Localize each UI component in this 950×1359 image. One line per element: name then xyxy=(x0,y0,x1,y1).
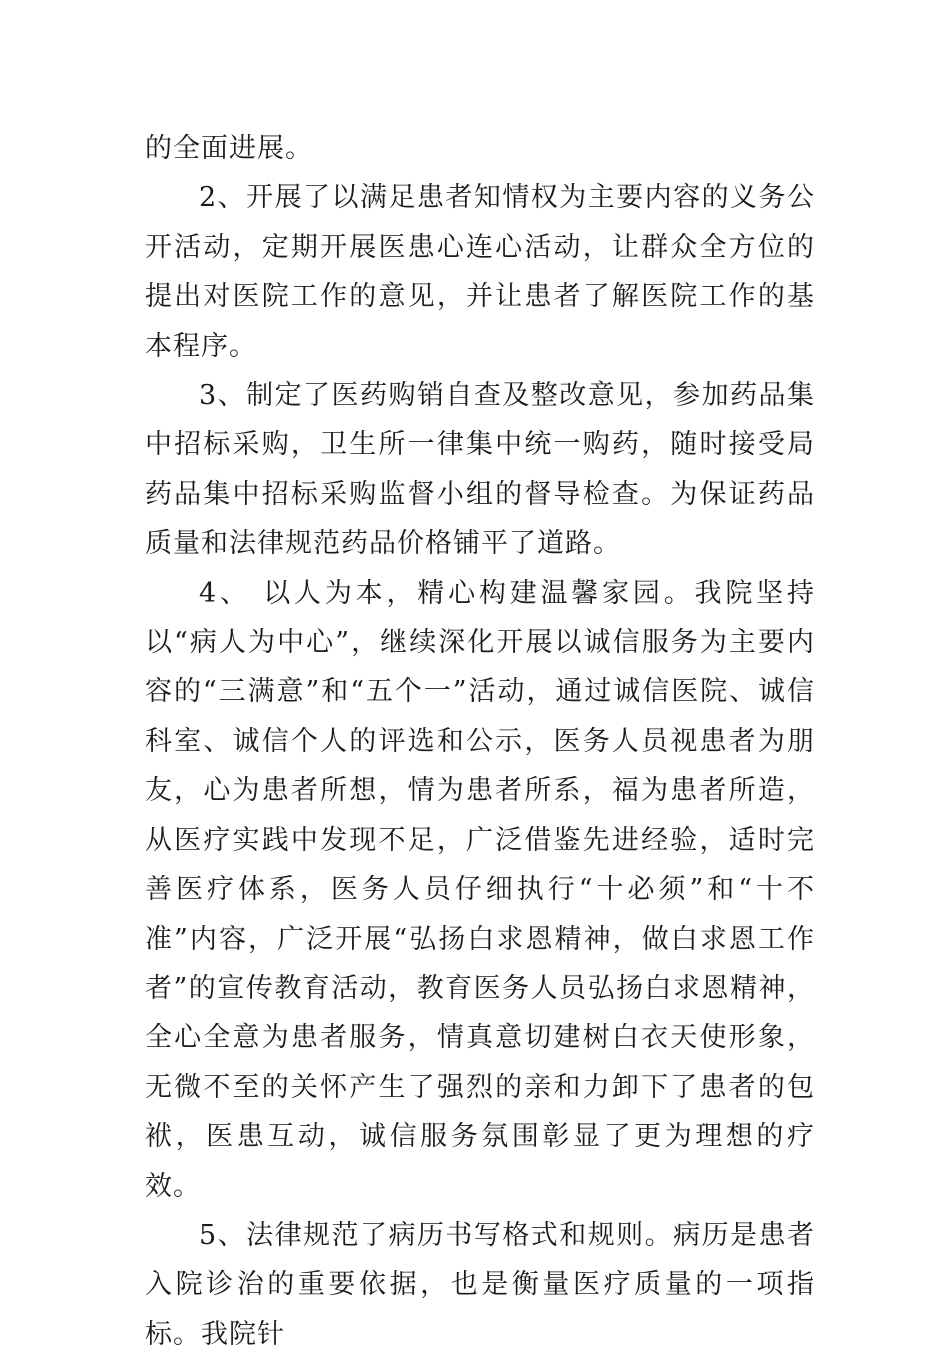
paragraph-item-2: 2、开展了以满足患者知情权为主要内容的义务公开活动，定期开展医患心连心活动，让群众全方位的提出对医院工作的意见，并让患者了解医院工作的基本程序。 xyxy=(145,182,815,362)
paragraph-item-3: 3、制定了医药购销自查及整改意见，参加药品集中招标采购，卫生所一律集中统一购药，随时接受局药品集中招标采购监督小组的督导检查。为保证药品质量和法律规范药品价格铺平了道路。 xyxy=(145,380,815,560)
paragraph-item-5: 5、法律规范了病历书写格式和规则。病历是患者入院诊治的重要依据，也是衡量医疗质量的一项指标。我院针 xyxy=(145,1219,815,1350)
paragraph-item-4: 4、 以人为本，精心构建温馨家园。我院坚持以“病人为中心”，继续深化开展以诚信服务为主要内容的“三满意”和“五个一”活动，通过诚信医院、诚信科室、诚信个人的评选和公示，医务人员视患者为朋友，心为患者所想，情为患者所系，福为患者所造，从医疗实践中发现不足，广泛借鉴先进经验，适时完善医疗体系，医务人员仔细执行“十必须”和“十不准”内容，广泛开展“弘扬白求恩精神，做白求恩工作者”的宣传教育活动，教育医务人员弘扬白求恩精神，全心全意为患者服务，情真意切建树白衣天使形象，无微不至的关怀产生了强烈的亲和力卸下了患者的包袱，医患互动，诚信服务氛围彰显了更为理想的疗效。 xyxy=(145,577,815,1202)
paragraph-continuation: 的全面进展。 xyxy=(145,133,313,164)
document-body xyxy=(145,124,815,1359)
